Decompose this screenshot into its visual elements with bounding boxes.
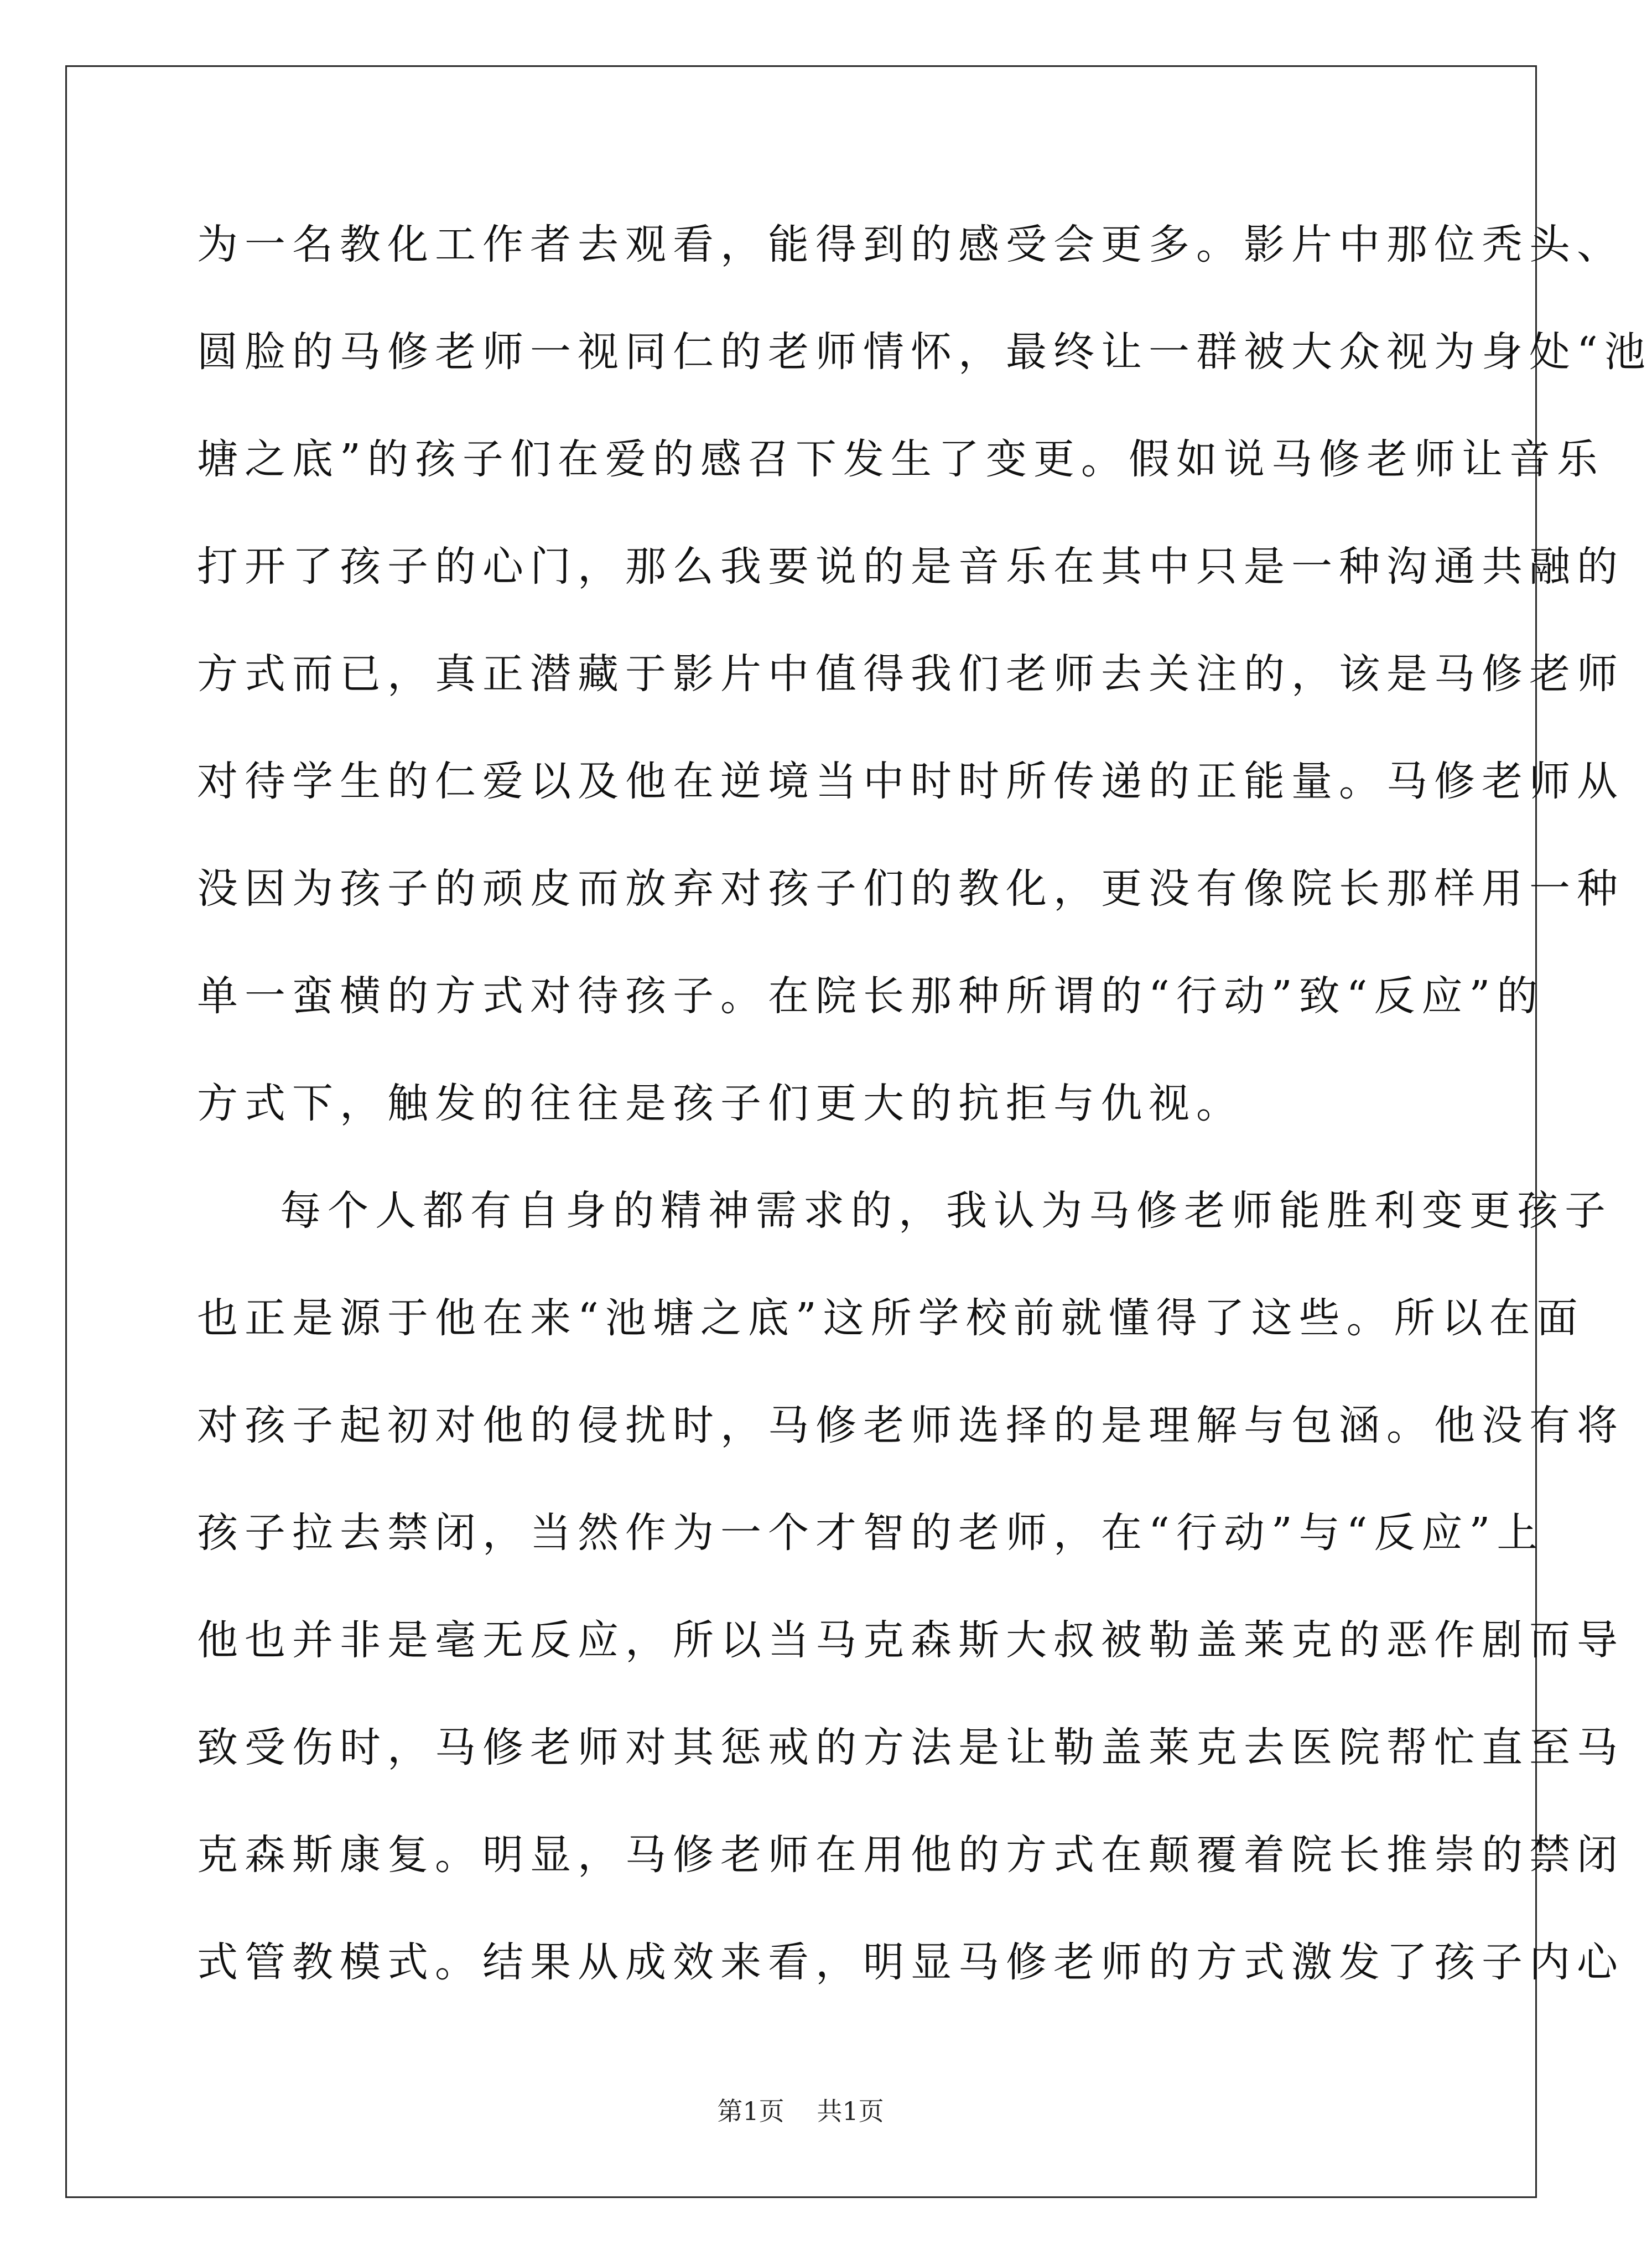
text-line: 他也并非是毫无反应，所以当马克森斯大叔被勒盖莱克的恶作剧而导 bbox=[197, 1616, 1624, 1664]
text-line: 为一名教化工作者去观看，能得到的感受会更多。影片中那位秃头、 bbox=[197, 221, 1624, 268]
text-line: 克森斯康复。明显，马修老师在用他的方式在颠覆着院长推崇的禁闭 bbox=[197, 1831, 1624, 1879]
text-line: 没因为孩子的顽皮而放弃对孩子们的教化，更没有像院长那样用一种 bbox=[197, 865, 1624, 913]
total-pages: 共1页 bbox=[817, 2096, 884, 2126]
text-line: 方式下，触发的往往是孩子们更大的抗拒与仇视。 bbox=[197, 1080, 1244, 1127]
text-line: 式管教模式。结果从成效来看，明显马修老师的方式激发了孩子内心 bbox=[197, 1939, 1624, 1986]
document-body bbox=[197, 191, 1652, 2016]
text-line: 对待学生的仁爱以及他在逆境当中时时所传递的正能量。马修老师从 bbox=[197, 758, 1624, 805]
page-number: 第1页 bbox=[717, 2096, 785, 2126]
text-line: 塘之底”的孩子们在爱的感召下发生了变更。假如说马修老师让音乐 bbox=[197, 436, 1604, 483]
page-footer bbox=[0, 2095, 1601, 2128]
text-line: 单一蛮横的方式对待孩子。在院长那种所谓的“行动”致“反应”的 bbox=[197, 972, 1545, 1020]
text-line: 方式而已，真正潜藏于影片中值得我们老师去关注的，该是马修老师 bbox=[197, 650, 1624, 698]
text-line: 致受伤时，马修老师对其惩戒的方法是让勒盖莱克去医院帮忙直至马 bbox=[197, 1724, 1624, 1771]
text-line: 孩子拉去禁闭，当然作为一个才智的老师，在“行动”与“反应”上 bbox=[197, 1509, 1545, 1557]
paragraph-start-line: 每个人都有自身的精神需求的，我认为马修老师能胜利变更孩子 bbox=[280, 1187, 1612, 1235]
text-line: 圆脸的马修老师一视同仁的老师情怀，最终让一群被大众视为身处“池 bbox=[197, 328, 1652, 376]
text-line: 对孩子起初对他的侵扰时，马修老师选择的是理解与包涵。他没有将 bbox=[197, 1402, 1624, 1449]
text-line: 也正是源于他在来“池塘之底”这所学校前就懂得了这些。所以在面 bbox=[197, 1294, 1585, 1342]
text-line: 打开了孩子的心门，那么我要说的是音乐在其中只是一种沟通共融的 bbox=[197, 543, 1624, 590]
